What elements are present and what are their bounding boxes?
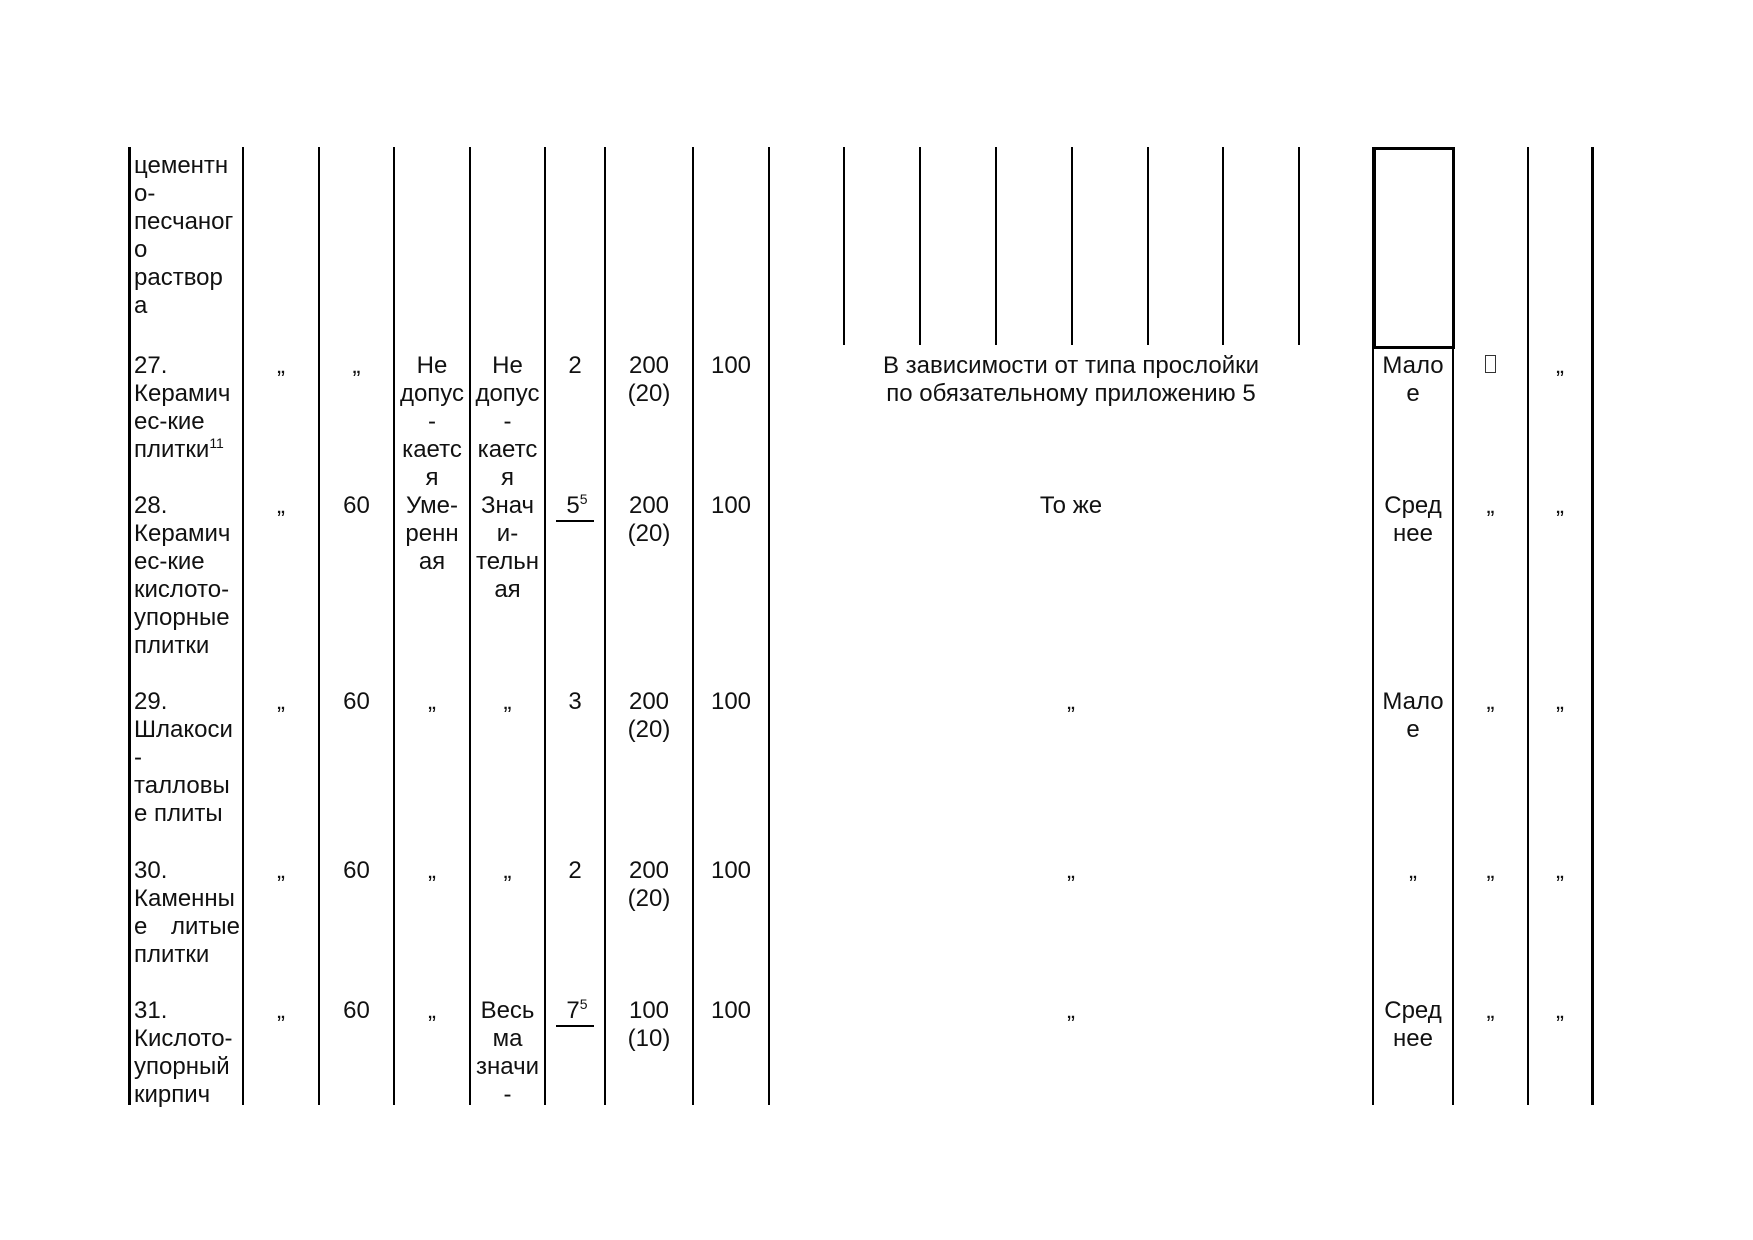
cell-col3: 60: [343, 857, 370, 884]
column-divider: [393, 147, 395, 1105]
cell-col7: 200 (20): [627, 688, 671, 743]
merged-cell: В зависимости от типа прослойки по обязательному приложению 5: [882, 352, 1260, 407]
cell-col6: 2: [568, 857, 582, 884]
cell-col6: [546, 492, 604, 522]
merged-cell: „: [1067, 857, 1075, 884]
highlight-box: [1373, 147, 1455, 349]
column-divider-short: [1222, 147, 1224, 345]
material-cell: [134, 352, 244, 464]
column-divider: [604, 147, 606, 1105]
cell-col12: „: [1556, 857, 1564, 884]
cell-col4: Уме- ренн ая: [405, 492, 459, 575]
cell-col11: [1454, 352, 1527, 380]
value: 7: [566, 997, 580, 1024]
material-word: е: [134, 913, 148, 940]
column-divider: [318, 147, 320, 1105]
cell-col6: [546, 997, 604, 1027]
cell-col7: 200 (20): [627, 857, 671, 912]
cell-col3: 60: [343, 688, 370, 715]
cell-col5: Весь ма значи -: [476, 997, 539, 1108]
cell-col12: „: [1556, 352, 1564, 379]
column-divider-short: [843, 147, 845, 345]
cell-col2: „: [277, 857, 285, 884]
cell-col10: Мало е: [1382, 688, 1444, 743]
cell-col2: „: [277, 997, 285, 1024]
cell-col5: „: [503, 688, 512, 715]
value: 5: [566, 492, 580, 519]
cell-col5: „: [503, 857, 512, 884]
cell-col6: 2: [568, 352, 582, 379]
cell-col12: „: [1556, 492, 1564, 519]
cell-col6: 3: [568, 688, 582, 715]
table-border-right: [1591, 147, 1594, 1105]
cell-col7: 200 (20): [627, 492, 671, 547]
column-divider-short: [1071, 147, 1073, 345]
material-line: плитки: [134, 941, 210, 968]
column-divider-short: [1298, 147, 1300, 345]
column-divider-short: [919, 147, 921, 345]
column-divider: [1527, 147, 1529, 1105]
material-line: [134, 913, 240, 941]
material-cell: 29. Шлакоси - талловы е плиты: [134, 688, 233, 827]
merged-cell: То же: [1039, 492, 1103, 519]
cell-col7: 200 (20): [627, 352, 671, 407]
material-cell: 28. Керамич ес-кие кислото- упорные плитки: [134, 492, 231, 659]
material-cell: 31. Кислото- упорный кирпич: [134, 997, 233, 1108]
cell-col11: „: [1486, 997, 1495, 1024]
cell-col11: „: [1486, 492, 1495, 519]
column-divider: [469, 147, 471, 1105]
cell-col8: 100: [710, 352, 752, 379]
cell-col2: „: [277, 492, 285, 519]
cell-col8: 100: [710, 857, 752, 884]
cell-col2: „: [277, 352, 285, 379]
table-border-left: [128, 147, 131, 1105]
cell-col3: 60: [343, 997, 370, 1024]
cell-col3: „: [352, 352, 361, 379]
cell-col4: „: [428, 997, 436, 1024]
column-divider-short: [995, 147, 997, 345]
footnote-marker: 11: [209, 435, 224, 451]
cell-col8: 100: [710, 997, 752, 1024]
material-cell: цементн о- песчаног о раствор а: [134, 152, 234, 319]
cell-col4: „: [428, 688, 436, 715]
column-divider: [692, 147, 694, 1105]
cell-col11: „: [1486, 688, 1495, 715]
merged-cell: „: [1067, 688, 1075, 715]
cell-col10: Сред нее: [1384, 997, 1442, 1052]
material-line: 30.: [134, 857, 168, 884]
cell-col2: „: [277, 688, 285, 715]
material-name: 27. Керамич ес-кие плитки: [134, 352, 231, 463]
cell-col12: „: [1556, 997, 1564, 1024]
column-divider: [544, 147, 546, 1105]
cell-col10: Мало е: [1382, 352, 1444, 407]
cell-col4: „: [428, 857, 436, 884]
cell-col4: Не допус - каетс я: [399, 352, 465, 491]
cell-col11: „: [1486, 857, 1495, 884]
cell-col5: Не допус - каетс я: [475, 352, 540, 491]
cell-col8: 100: [710, 688, 752, 715]
footnote-marker: 5: [579, 491, 588, 507]
cell-col12: „: [1556, 688, 1564, 715]
cell-col3: 60: [343, 492, 370, 519]
merged-cell: „: [1067, 997, 1075, 1024]
cell-col10: „: [1409, 857, 1417, 884]
column-divider: [768, 147, 770, 1105]
column-divider-short: [1147, 147, 1149, 345]
missing-glyph-icon: [1485, 355, 1496, 373]
cell-col7: 100 (10): [627, 997, 671, 1052]
material-cell: [134, 857, 240, 969]
cell-col10: Сред нее: [1384, 492, 1442, 547]
cell-col5: Знач и- тельн ая: [475, 492, 540, 603]
material-word: литые: [171, 913, 240, 940]
footnote-marker: 5: [579, 996, 588, 1012]
cell-col8: 100: [710, 492, 752, 519]
material-line: Каменны: [134, 885, 235, 912]
